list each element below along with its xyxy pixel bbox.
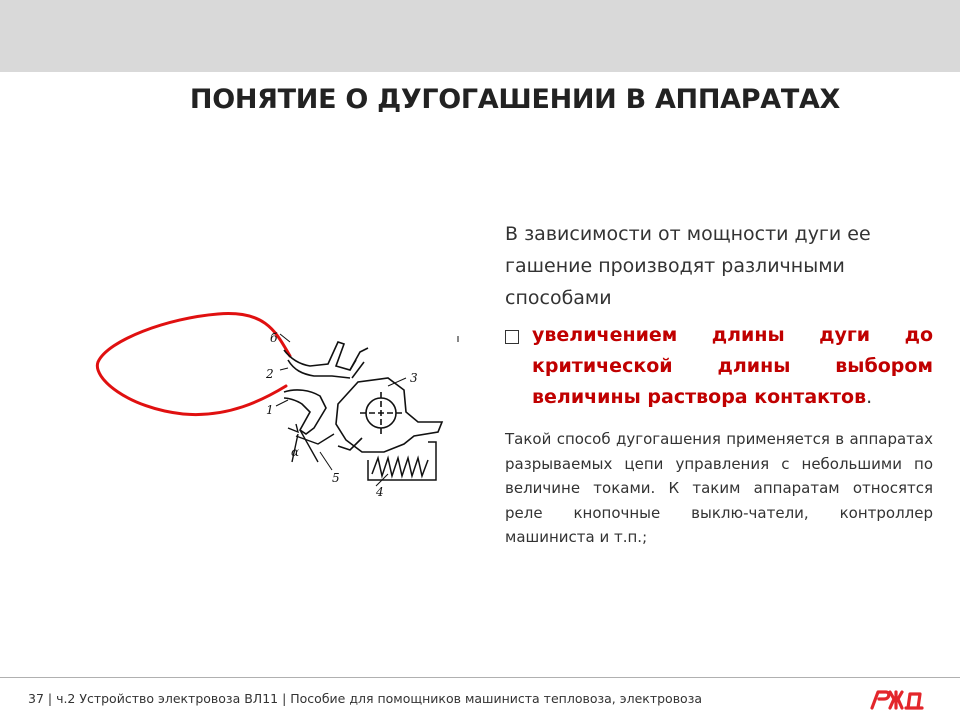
arc-loop (97, 314, 290, 415)
lever-body (336, 378, 442, 452)
footer-text: 37 | ч.2 Устройство электровоза ВЛ11 | Пособие для помощников машиниста тепловоза, электровоза (28, 691, 703, 706)
label-5: 5 (332, 471, 340, 485)
slide-title: ПОНЯТИЕ О ДУГОГАШЕНИИ В АППАРАТАХ (189, 84, 841, 115)
label-4: 4 (376, 485, 384, 499)
header-band (0, 0, 960, 72)
label-1: 1 (266, 403, 274, 417)
contactor-diagram (88, 312, 468, 502)
rzd-logo-icon (868, 686, 926, 712)
footer (0, 678, 960, 720)
note-text: Такой способ дугогашения применяется в аппаратах разрываемых цепи управления с небольшими по величине токами. К таким аппаратам относятся реле кнопочные выклю-чатели, контроллер машиниста и т.п.; (505, 430, 933, 546)
bullet-label: увеличением длины дуги до критической длины выбором величины раствора контактов (532, 324, 933, 408)
label-3: 3 (410, 371, 418, 385)
label-delta: б (270, 331, 278, 345)
bullet-text (532, 320, 933, 413)
lower-contact (284, 390, 326, 434)
label-2: 2 (266, 367, 274, 381)
bullet-item (505, 320, 933, 413)
label-alpha: α (291, 445, 300, 459)
intro-text: В зависимости от мощности дуги ее гашение производят различными способами (505, 223, 871, 309)
upper-contact (284, 342, 368, 378)
bullet-end-mark: . (866, 386, 873, 408)
square-bullet-icon (505, 330, 519, 344)
text-block (505, 218, 933, 550)
spring (368, 442, 436, 480)
